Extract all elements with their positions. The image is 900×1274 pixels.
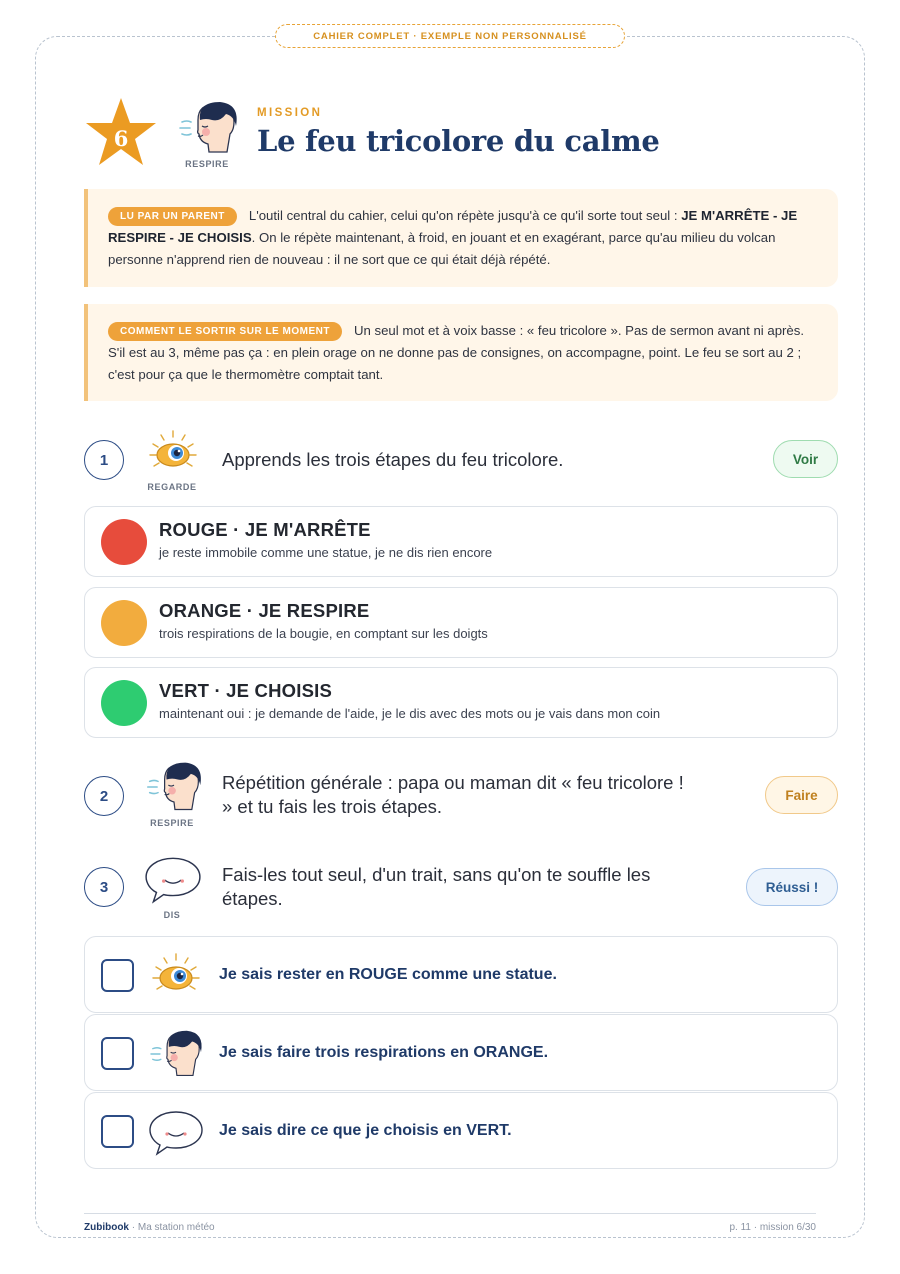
mission-number: 6 [113,126,129,151]
parent-note-bold: JE M'ARRÊTE - JE RESPIRE - JE CHOISIS [108,208,798,245]
moment-note-pill: COMMENT LE SORTIR SUR LE MOMENT [108,322,342,341]
breathing-child-icon [176,100,240,156]
checklist-text: Je sais dire ce que je choisis en VERT. [219,1122,512,1139]
step-2-text-line: » et tu fais les trois étapes. [222,796,443,817]
step-3-number: 3 [84,867,124,907]
step-1-text: Apprends les trois étapes du feu tricolore. [222,449,564,470]
checklist-item [84,1014,838,1091]
moment-note [84,304,838,401]
green-light-dot [101,680,147,726]
parent-note [84,189,838,287]
reussi-button[interactable]: Réussi ! [746,868,838,906]
checkbox[interactable] [101,1037,134,1070]
checklist-text: Je sais rester en ROUGE comme une statue. [219,966,557,983]
faire-button[interactable]: Faire [765,776,838,814]
parent-note-text: L'outil central du cahier, celui qu'on répète jusqu'à ce qu'il sorte tout seul : [248,208,682,223]
light-card-orange [84,587,838,658]
light-desc: maintenant oui : je demande de l'aide, je le dis avec des mots ou je vais dans mon coin [159,706,661,721]
footer-brand-line [84,1222,215,1233]
checklist-item [84,1092,838,1169]
breathing-child-icon [147,1029,205,1079]
step-2-icon-label: RESPIRE [150,818,194,828]
light-title: VERT · JE CHOISIS [159,680,333,701]
red-light-dot [101,519,147,565]
footer-brand: Zubibook [84,1222,129,1233]
step-1-number: 1 [84,440,124,480]
step-2-number: 2 [84,776,124,816]
light-card-red [84,506,838,577]
speech-bubble-icon [147,1107,205,1157]
voir-button[interactable]: Voir [773,440,838,478]
eye-icon [147,951,205,1001]
parent-note-pill: LU PAR UN PARENT [108,207,237,226]
orange-light-dot [101,600,147,646]
step-3-icon-label: DIS [163,910,181,920]
mission-kicker: MISSION [257,107,323,119]
moment-note-text: Un seul mot et à voix basse : « feu tricolore ». Pas de sermon avant ni après. S'il est au 3, même pas ça : en plein orage on ne donne pas de consignes, on accompagne, point. Le feu se sort au 2 ; c'est pour ça que le thermomètre comptait tant. [108,323,805,382]
step-2-text [222,771,684,819]
light-card-green [84,667,838,738]
step-3-text-line: Fais-les tout seul, d'un trait, sans qu'on te souffle les [222,864,651,885]
light-title: ROUGE · JE M'ARRÊTE [159,519,371,540]
footer-subtitle: · Ma station météo [131,1222,215,1233]
step-2-text-line: Répétition générale : papa ou maman dit « feu tricolore ! [222,772,684,793]
light-desc: je reste immobile comme une statue, je ne dis rien encore [159,545,493,560]
step-3-text [222,863,650,911]
checklist-text: Je sais faire trois respirations en ORANGE. [219,1044,549,1061]
checkbox[interactable] [101,959,134,992]
light-title: ORANGE · JE RESPIRE [159,600,370,621]
parent-note-text-end: . On le répète maintenant, à froid, en jouant et en exagérant, parce qu'au milieu du volcan personne n'apprend rien de nouveau : il ne sort que ce qui était déjà répété. [108,230,776,267]
speech-bubble-icon [143,853,203,905]
footer-page: p. 11 · mission 6/30 [729,1222,816,1233]
page-title: Le feu tricolore du calme [257,124,660,158]
eye-icon [145,428,201,478]
footer-divider [84,1213,816,1214]
top-tag: CAHIER COMPLET · EXEMPLE NON PERSONNALISÉ [275,24,625,48]
checkbox[interactable] [101,1115,134,1148]
light-desc: trois respirations de la bougie, en comptant sur les doigts [159,626,488,641]
step-1-icon-label: REGARDE [147,482,197,492]
step-3-text-line: étapes. [222,888,283,909]
character-label: RESPIRE [185,159,229,169]
checklist-item [84,936,838,1013]
breathing-child-icon [144,760,204,814]
